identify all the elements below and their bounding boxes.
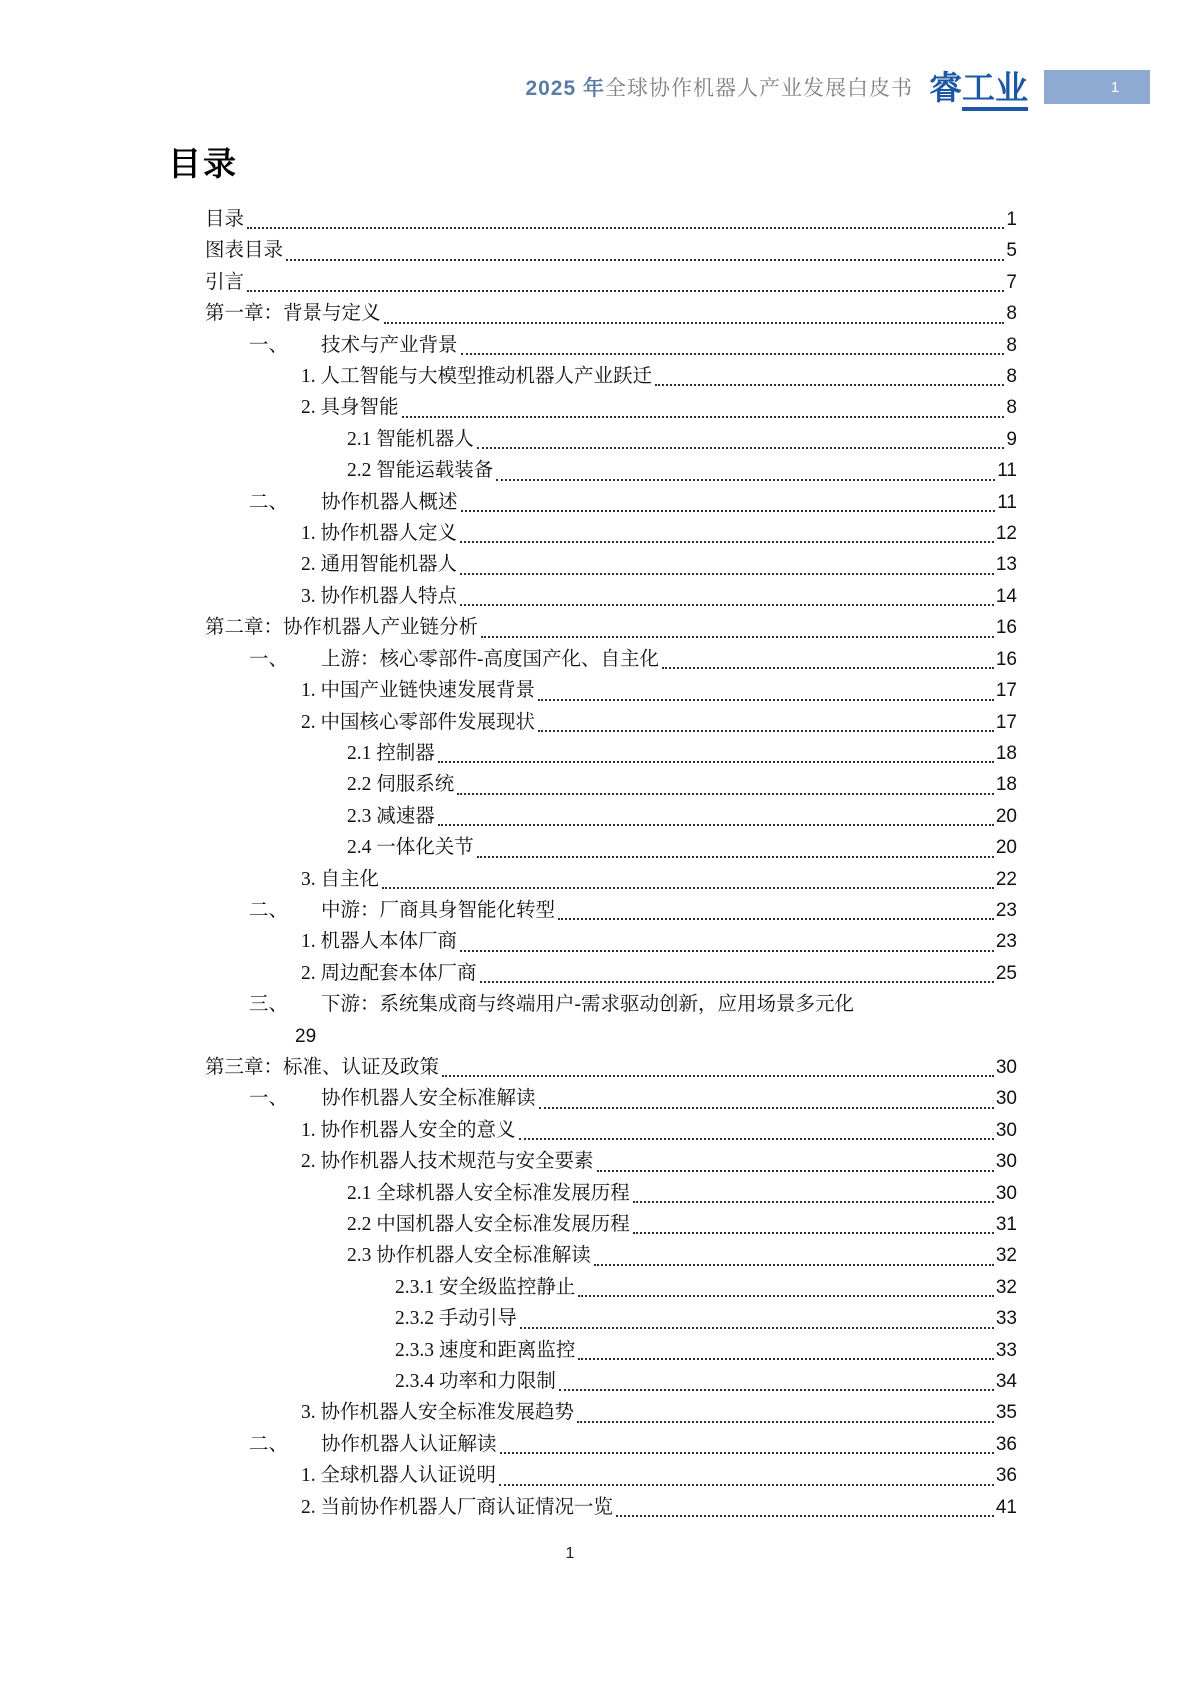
toc-entry[interactable] xyxy=(205,989,1017,1020)
toc-entry-page: 34 xyxy=(995,1371,1017,1393)
toc-entry[interactable] xyxy=(205,549,1017,580)
toc-entry-text: 3. 自主化 xyxy=(301,868,380,890)
toc-dot-leader xyxy=(633,1201,994,1203)
logo-rest-chars: 工业 xyxy=(962,69,1028,111)
toc-entry-text: 目录 xyxy=(205,209,245,230)
toc-dot-leader xyxy=(655,384,1004,386)
toc-entry-text: 2.2 智能运载装备 xyxy=(347,460,494,482)
toc-entry-page: 22 xyxy=(995,868,1017,890)
toc-entry-page: 18 xyxy=(995,774,1017,796)
toc-entry-text: 2.2 伺服系统 xyxy=(347,774,455,796)
toc-dot-leader xyxy=(402,416,1005,418)
toc-dot-leader xyxy=(461,353,1005,355)
toc-dot-leader xyxy=(382,887,994,889)
toc-entry[interactable] xyxy=(205,644,1017,675)
toc-entry[interactable] xyxy=(205,235,1017,266)
toc-entry[interactable] xyxy=(205,895,1017,926)
toc-dot-leader xyxy=(633,1232,994,1234)
toc-entry-text: 2. 周边配套本体厂商 xyxy=(301,962,477,984)
toc-entry-page: 35 xyxy=(995,1402,1017,1424)
toc-dot-leader xyxy=(499,1484,994,1486)
toc-dot-leader xyxy=(438,761,994,763)
toc-entry-page: 32 xyxy=(995,1245,1017,1267)
toc-entry-page: 23 xyxy=(995,931,1017,953)
toc-entry-text: 2.4 一体化关节 xyxy=(347,837,474,859)
toc-entry[interactable] xyxy=(205,832,1017,863)
toc-entry-page: 12 xyxy=(995,523,1017,545)
toc-entry[interactable] xyxy=(205,1366,1017,1397)
toc-entry-page: 23 xyxy=(995,899,1017,921)
toc-entry[interactable] xyxy=(205,926,1017,957)
toc-entry[interactable] xyxy=(205,1492,1017,1523)
toc-entry[interactable] xyxy=(205,1115,1017,1146)
toc-entry-text: 中游：厂商具身智能化转型 xyxy=(321,899,556,921)
toc-entry-page: 30 xyxy=(995,1119,1017,1141)
toc-dot-leader xyxy=(477,856,994,858)
toc-entry-page: 8 xyxy=(1006,303,1017,325)
toc-dot-leader xyxy=(460,604,994,606)
toc-entry-text: 2.3 减速器 xyxy=(347,805,435,827)
toc-entry-text: 2. 当前协作机器人厂商认证情况一览 xyxy=(301,1496,614,1518)
toc-entry[interactable] xyxy=(205,330,1017,361)
toc-entry-text: 1. 全球机器人认证说明 xyxy=(301,1465,497,1487)
toc-dot-leader xyxy=(438,824,994,826)
toc-entry-text: 协作机器人安全标准解读 xyxy=(321,1088,536,1110)
toc-entry[interactable] xyxy=(205,1240,1017,1271)
toc-entry[interactable] xyxy=(205,1083,1017,1114)
toc-entry[interactable] xyxy=(205,518,1017,549)
toc-dot-leader xyxy=(597,1170,994,1172)
toc-entry[interactable] xyxy=(205,1303,1017,1334)
toc-dot-leader xyxy=(460,541,994,543)
toc-entry-page: 8 xyxy=(1006,366,1017,388)
toc-entry-text: 3. 协作机器人安全标准发展趋势 xyxy=(301,1402,575,1424)
toc-entry-text: 第一章：背景与定义 xyxy=(205,303,381,325)
toc-entry[interactable] xyxy=(205,1052,1017,1083)
toc-dot-leader xyxy=(616,1515,994,1517)
toc-entry-page: 11 xyxy=(997,460,1017,482)
toc-entry-text: 1. 协作机器人定义 xyxy=(301,523,458,545)
toc-entry[interactable] xyxy=(205,455,1017,486)
toc-entry-page: 14 xyxy=(995,585,1017,607)
toc-dot-leader xyxy=(519,1138,994,1140)
toc-entry-text: 2.3.2 手动引导 xyxy=(395,1308,517,1330)
toc-entry[interactable] xyxy=(205,1178,1017,1209)
toc-dot-leader xyxy=(461,510,996,512)
toc-dot-leader xyxy=(442,1075,994,1077)
toc-entry[interactable] xyxy=(205,1335,1017,1366)
toc-entry[interactable] xyxy=(205,738,1017,769)
toc-dot-leader xyxy=(477,447,1005,449)
table-of-contents xyxy=(205,204,1017,1523)
company-logo xyxy=(929,68,1028,106)
toc-entry-text: 2.3 协作机器人安全标准解读 xyxy=(347,1245,591,1267)
toc-dot-leader xyxy=(539,1107,994,1109)
toc-entry-text: 2. 中国核心零部件发展现状 xyxy=(301,711,536,733)
toc-entry-page-wrapped[interactable]: 29 xyxy=(295,1025,317,1047)
toc-entry-text: 2.1 智能机器人 xyxy=(347,428,474,450)
footer-page-number: 1 xyxy=(565,1545,575,1562)
toc-entry-page: 5 xyxy=(1006,240,1017,262)
toc-entry-marker: 一、 xyxy=(249,648,289,670)
toc-entry[interactable] xyxy=(205,675,1017,706)
toc-entry[interactable] xyxy=(205,707,1017,738)
toc-entry-page: 36 xyxy=(995,1465,1017,1487)
toc-entry[interactable] xyxy=(205,958,1017,989)
toc-entry-text: 协作机器人概述 xyxy=(321,491,458,513)
toc-entry-marker: 二、 xyxy=(249,491,289,513)
toc-entry-page: 20 xyxy=(995,837,1017,859)
toc-dot-leader xyxy=(247,290,1004,292)
toc-dot-leader xyxy=(559,1389,994,1391)
toc-dot-leader xyxy=(538,730,994,732)
toc-entry[interactable] xyxy=(205,1146,1017,1177)
toc-entry[interactable] xyxy=(205,612,1017,643)
header-doc-name: 全球协作机器人产业发展白皮书 xyxy=(605,77,913,100)
toc-entry-page: 30 xyxy=(995,1056,1017,1078)
header-page-badge xyxy=(1044,70,1150,104)
toc-entry-page: 41 xyxy=(995,1496,1017,1518)
toc-dot-leader xyxy=(247,227,1004,229)
toc-entry[interactable] xyxy=(205,487,1017,518)
toc-dot-leader xyxy=(558,918,994,920)
header-page-number: 1 xyxy=(1110,78,1120,96)
toc-entry-page: 20 xyxy=(995,805,1017,827)
toc-entry-marker: 一、 xyxy=(249,1088,289,1110)
toc-dot-leader xyxy=(594,1264,994,1266)
toc-entry-text: 1. 机器人本体厂商 xyxy=(301,931,458,953)
toc-entry-page: 17 xyxy=(995,711,1017,733)
toc-entry-page: 36 xyxy=(995,1433,1017,1455)
toc-entry-page: 16 xyxy=(995,617,1017,639)
toc-entry-page: 8 xyxy=(1006,334,1017,356)
toc-entry-text: 3. 协作机器人特点 xyxy=(301,585,458,607)
header-year: 2025 年 xyxy=(525,77,605,100)
toc-dot-leader xyxy=(577,1421,994,1423)
toc-entry-text: 协作机器人认证解读 xyxy=(321,1433,497,1455)
toc-entry-page: 17 xyxy=(995,680,1017,702)
toc-entry-page: 1 xyxy=(1006,209,1017,230)
toc-entry-text: 2. 协作机器人技术规范与安全要素 xyxy=(301,1151,594,1173)
toc-entry-page: 30 xyxy=(995,1182,1017,1204)
toc-entry[interactable] xyxy=(205,298,1017,329)
toc-dot-leader xyxy=(496,479,995,481)
toc-dot-leader xyxy=(460,573,994,575)
toc-dot-leader xyxy=(578,1358,993,1360)
toc-entry[interactable] xyxy=(205,204,1017,235)
toc-dot-leader xyxy=(538,699,994,701)
toc-entry[interactable] xyxy=(205,392,1017,423)
toc-entry[interactable] xyxy=(205,361,1017,392)
toc-entry-page: 33 xyxy=(995,1308,1017,1330)
toc-entry-text: 引言 xyxy=(205,271,245,293)
toc-entry[interactable] xyxy=(205,581,1017,612)
logo-first-char: 睿 xyxy=(929,68,962,106)
toc-entry-page: 16 xyxy=(995,648,1017,670)
toc-dot-leader xyxy=(457,793,994,795)
toc-entry-page: 18 xyxy=(995,742,1017,764)
toc-dot-leader xyxy=(578,1295,993,1297)
toc-entry-page: 9 xyxy=(1006,428,1017,450)
toc-entry-text: 2.3.1 安全级监控静止 xyxy=(395,1276,576,1298)
toc-entry-page: 8 xyxy=(1006,397,1017,419)
toc-dot-leader xyxy=(384,322,1005,324)
toc-entry-marker: 二、 xyxy=(249,899,289,921)
toc-dot-leader xyxy=(481,636,994,638)
toc-entry-page: 31 xyxy=(995,1214,1017,1235)
toc-entry[interactable] xyxy=(205,1397,1017,1428)
toc-entry[interactable] xyxy=(205,1272,1017,1303)
toc-entry-text: 2.2 中国机器人安全标准发展历程 xyxy=(347,1214,630,1235)
header-title xyxy=(525,72,913,102)
toc-dot-leader xyxy=(662,667,994,669)
page-title: 目录 xyxy=(168,147,238,183)
toc-entry-text: 第三章：标准、认证及政策 xyxy=(205,1056,440,1078)
toc-entry-text: 技术与产业背景 xyxy=(321,334,458,356)
toc-entry-page: 7 xyxy=(1006,271,1017,293)
toc-entry-marker: 一、 xyxy=(249,334,289,356)
toc-entry[interactable] xyxy=(205,1460,1017,1491)
toc-dot-leader xyxy=(520,1327,994,1329)
toc-entry-page: 13 xyxy=(995,554,1017,576)
toc-entry-text: 2. 具身智能 xyxy=(301,397,399,419)
toc-entry-text: 下游：系统集成商与终端用户-需求驱动创新，应用场景多元化 xyxy=(321,994,854,1016)
toc-entry-page: 30 xyxy=(995,1151,1017,1173)
toc-entry-text: 2.1 全球机器人安全标准发展历程 xyxy=(347,1182,630,1204)
toc-entry[interactable] xyxy=(205,1429,1017,1460)
toc-entry[interactable] xyxy=(205,1209,1017,1240)
toc-entry-text: 2.1 控制器 xyxy=(347,742,435,764)
toc-entry-text: 2.3.4 功率和力限制 xyxy=(395,1371,556,1393)
toc-entry-text: 2.3.3 速度和距离监控 xyxy=(395,1339,576,1361)
toc-entry-marker: 二、 xyxy=(249,1433,289,1455)
toc-entry-page: 11 xyxy=(997,491,1017,513)
toc-dot-leader xyxy=(460,950,994,952)
toc-entry[interactable] xyxy=(205,769,1017,800)
toc-entry[interactable] xyxy=(205,267,1017,298)
toc-entry-text: 1. 协作机器人安全的意义 xyxy=(301,1119,516,1141)
toc-entry-marker: 三、 xyxy=(249,994,289,1016)
toc-entry-text: 2. 通用智能机器人 xyxy=(301,554,458,576)
toc-entry[interactable] xyxy=(205,801,1017,832)
toc-entry[interactable] xyxy=(205,424,1017,455)
toc-entry-text: 1. 人工智能与大模型推动机器人产业跃迁 xyxy=(301,366,653,388)
toc-dot-leader xyxy=(480,981,994,983)
toc-entry-page: 33 xyxy=(995,1339,1017,1361)
toc-entry-text: 上游：核心零部件-高度国产化、自主化 xyxy=(321,648,659,670)
toc-entry-text: 图表目录 xyxy=(205,240,284,262)
page-header xyxy=(525,70,1150,104)
toc-entry-page: 25 xyxy=(995,962,1017,984)
toc-dot-leader xyxy=(286,259,1004,261)
toc-entry-text: 1. 中国产业链快速发展背景 xyxy=(301,680,536,702)
toc-entry-page: 32 xyxy=(995,1276,1017,1298)
toc-entry[interactable] xyxy=(205,864,1017,895)
toc-dot-leader xyxy=(500,1452,994,1454)
page-footer xyxy=(0,1545,1140,1563)
toc-entry-page: 30 xyxy=(995,1088,1017,1110)
toc-entry-text: 第二章：协作机器人产业链分析 xyxy=(205,617,479,639)
